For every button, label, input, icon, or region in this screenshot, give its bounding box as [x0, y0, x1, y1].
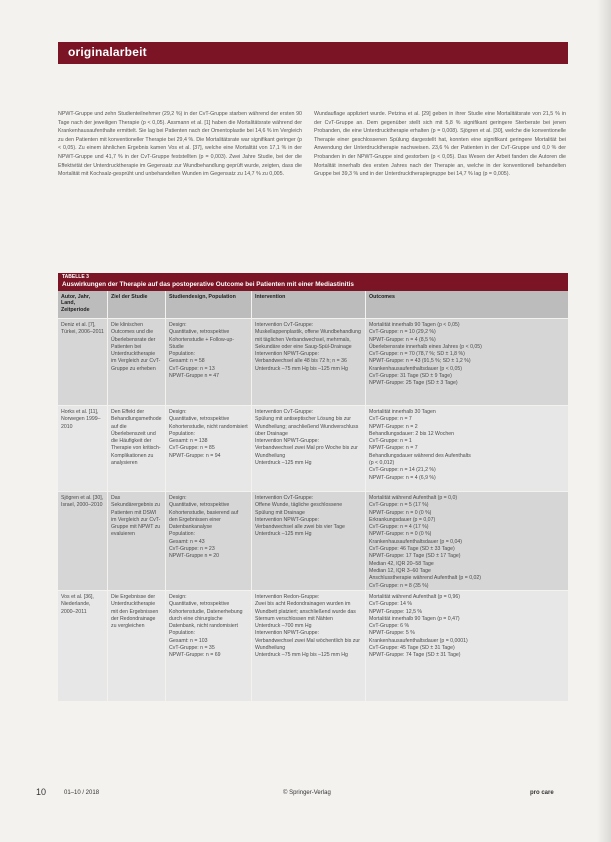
table-row — [58, 405, 568, 491]
cell-design: Design: Quantitative, retrospektive Kohortenstudie, basierend auf den Ergebnissen einer Datenbankanalyse Population: Gesamt: n = 43 CvT-Gruppe: n = 23 NPWT-Gruppe n = 20 — [166, 492, 252, 590]
cell-outcomes: Mortalität während Aufenthalt (p = 0,96) CvT-Gruppe: 14 % NPWT-Gruppe: 12,5 % Mortalität innerhalb 90 Tagen (p = 0,47) CvT-Gruppe: 6 % NPWT-Gruppe: 5 % Krankenhausaufenthaltsdauer (p = 0,0001) CvT-Gruppe: 45 Tage (SD ± 31 Tage) NPWT-Gruppe: 74 Tage (SD ± 31 Tage) — [366, 591, 568, 701]
cell-aim: Den Effekt der Behandlungsmethode auf die Überlebenszeit und die Häufigkeit der Therapie von kritisch-Komplikationen zu analysieren — [108, 406, 166, 491]
cell-author: Sjögren et al. [30], Israel, 2000–2010 — [58, 492, 108, 590]
cell-author: Horks et al. [11], Norwegen 1999–2010 — [58, 406, 108, 491]
section-title: originalarbeit — [68, 45, 147, 59]
table-label: TABELLE 3 — [62, 274, 89, 280]
cell-author: Deniz et al. [7], Türkei, 2006–2011 — [58, 319, 108, 405]
cell-design: Design: Quantitative, retrospektive Kohortenstudie, nicht randomisiert Population: Gesamt: n = 138 CvT-Gruppe: n = 85 NPWT-Gruppe: n = 94 — [166, 406, 252, 491]
cell-intervention: Intervention CvT-Gruppe: Muskellappenplastik, offene Wundbehandlung mit täglichen Verbandwechsel, mehrmals, Sekundäre oder eine Saug-Spül-Drainage Intervention NPWT-Gruppe: Verbandwechsel alle 48 bis 72 h; n = 36 Unterdruck –75 mm Hg bis –125 mm Hg — [252, 319, 366, 405]
cell-outcomes: Mortalität innerhalb 30 Tagen CvT-Gruppe: n = 7 NPWT-Gruppe: n = 2 Behandlungsdauer: 2 bis 12 Wochen CvT-Gruppe: n = 1 NPWT-Gruppe: n = 7 Behandlungsdauer während des Aufenthalts (p < 0,012) CvT-Gruppe: n = 14 (21,2 %) NPWT-Gruppe: n = 4 (6,9 %) — [366, 406, 568, 491]
table-caption: Auswirkungen der Therapie auf das postoperative Outcome bei Patienten mit einer Mediastinitis — [62, 281, 354, 288]
table-title-bar — [58, 273, 568, 291]
table-row — [58, 318, 568, 405]
page-number: 10 — [36, 787, 47, 797]
journal-name: pro care — [530, 790, 554, 796]
cell-design: Design: Quantitative, retrospektive Kohortenstudie + Follow-up-Studie Population: Gesamt: n = 58 CvT-Gruppe: n = 13 NPWT-Gruppe n = 47 — [166, 319, 252, 405]
cell-author: Vos et al. [36], Niederlande, 2000–2011 — [58, 591, 108, 701]
intro-text-right: Wundauflage appliziert wurde. Petzina et al. [29] geben in ihrer Studie eine Mortalitätsrate von 21,5 % in der CvT-Gruppe an. Dem gegenüber stellt sich mit 5,8 % signifikant geringere Sterberate bei jenen Probanden, die eine Unterdrucktherapie erhalten (p = 0,008). Sjögren et al. [30], welche die konventionelle Therapie einer geschlossenen Spülung dargestellt hat, konnten eine signifikant geringere Mortalität bei Anwendung der Unterdrucktherapie nachweisen. 23,6 % der Patienten in der CvT-Gruppe und 0,0 % der Probanden in der NPWT-Gruppe sind gestorben (p < 0,05). Das Wesen der Arbeit fanden die Autoren die Mortalität innerhalb des ersten Jahres nach der Therapie an, welche in der konventionell behandelten Gruppe bei 39,3 % und in der Unterdrucktherapiegruppe bei 14,7 % lag (p = 0,005). — [314, 111, 566, 178]
intro-column-right — [314, 110, 566, 179]
table-3 — [58, 273, 568, 701]
col-header-design: Studiendesign, Population — [166, 291, 252, 318]
cell-intervention: Intervention CvT-Gruppe: Offene Wunde, tägliche geschlossene Spülung mit Drainage Intervention NPWT-Gruppe: Verbandwechsel alle zwei bis vier Tage Unterdruck –125 mm Hg — [252, 492, 366, 590]
table-row — [58, 491, 568, 590]
page-edge-shadow — [597, 0, 611, 842]
table-header-row — [58, 291, 568, 318]
intro-column-left — [58, 110, 302, 179]
section-header — [58, 42, 568, 64]
table-row — [58, 590, 568, 701]
cell-outcomes: Mortalität während Aufenthalt (p = 0,0) CvT-Gruppe: n = 5 (17 %) NPWT-Gruppe: n = 0 (0 %) Erkrankungsdauer (p = 0,07) CvT-Gruppe: n = 4 (17 %) NPWT-Gruppe: n = 0 (0 %) Krankenhausaufenthaltsdauer (p = 0,04) CvT-Gruppe: 46 Tage (SD ± 33 Tage) NPWT-Gruppe: 17 Tage (SD ± 17 Tage) Median 42, IQR 20–58 Tage Median 12, IQR 3–60 Tage Anschlusstherapie während Aufenthalt (p = 0,02) CvT-Gruppe: n = 8 (35 %) — [366, 492, 568, 590]
col-header-author: Autor, Jahr, Land, Zeitperiode — [58, 291, 108, 318]
publisher-label: © Springer-Verlag — [283, 790, 331, 796]
cell-outcomes: Mortalität innerhalb 90 Tagen (p < 0,05) CvT-Gruppe: n = 10 (29,2 %) NPWT-Gruppe: n = 4 (8,5 %) Überlebensrate innerhalb eines Jahres (p < 0,05) CvT-Gruppe: n = 70 (78,7 %; SD ± 1,8 %) NPWT-Gruppe: n = 43 (91,5 %; SD ± 1,2 %) Krankenhausaufenthaltsdauer (p < 0,05) CvT-Gruppe: 31 Tage (SD ± 9 Tage) NPWT-Gruppe: 25 Tage (SD ± 3 Tage) — [366, 319, 568, 405]
issue-label: 01–10 / 2018 — [64, 790, 100, 796]
col-header-outcomes: Outcomes — [369, 294, 395, 300]
cell-aim: Die klinischen Outcomes und die Überlebensrate der Patienten bei Unterdrucktherapie im Vergleich zur CvT-Gruppe zu erheben — [108, 319, 166, 405]
col-header-aim: Ziel der Studie — [108, 291, 166, 318]
cell-design: Design: Quantitative, retrospektive Kohortenstudie, Datenerhebung durch eine chirurgische Datenbank, nicht randomisiert Population: Gesamt: n = 103 CvT-Gruppe: n = 35 NPWT-Gruppe: n = 69 — [166, 591, 252, 701]
cell-intervention: Intervention Redon-Gruppe: Zwei bis acht Redondrainagen wurden im Wundbett platziert; anschließend wurde das Sternum verschlossen mit Nähten Unterdruck –700 mm Hg Intervention NPWT-Gruppe: Verbandwechsel zwei Mal wöchentlich bis zur Wundheilung Unterdruck –75 mm Hg bis –125 mm Hg — [252, 591, 366, 701]
col-header-intervention: Intervention — [252, 291, 366, 318]
intro-text-left: NPWT-Gruppe und zehn Studienteilnehmer (29,2 %) in der CvT-Gruppe starben während der ersten 90 Tage nach der jeweiligen Therapie (p < 0,05). Assmann et al. [1] haben die Mortalitätsrate während der Krankenhausaufenthalte ermittelt. Sie lag bei Patienten nach der Omentoplastie bei 14,6 % im Vergleich zu den Patienten mit konventioneller Therapie bei 29,4 %. Die Mortalitätsrate war signifikant geringer (p < 0,05). Zu einem ähnlichen Ergebnis kamen Vos et al. [37], welche eine Mortalität von 17,1 % in der NPWT-Gruppe und 41,7 % in der CvT-Gruppe feststellten (p = 0,003). Zwei Jahre Studie, bei der die Effektivität der Unterdrucktherapie im Gegensatz zur Wundbehandlung geprüft wurde, zeigten, dass die Mortalität mit Kochsalz-gesprüht und unbehandelten Wunden im Gegensatz zu 14,7 % zu 0,005. — [58, 111, 302, 178]
cell-aim: Das Sekundärergebnis zu Patienten mit DSWI im Vergleich zur CvT-Gruppe mit NPWT zu evaluieren — [108, 492, 166, 590]
cell-aim: Die Ergebnisse der Unterdrucktherapie mit den Ergebnissen der Redondrainage zu vergleichen — [108, 591, 166, 701]
cell-intervention: Intervention CvT-Gruppe: Spülung mit antiseptischer Lösung bis zur Wundheilung; anschließend Wundverschluss über Drainage Intervention NPWT-Gruppe: Verbandwechsel zwei Mal pro Woche bis zur Wundheilung Unterdruck –125 mm Hg — [252, 406, 366, 491]
